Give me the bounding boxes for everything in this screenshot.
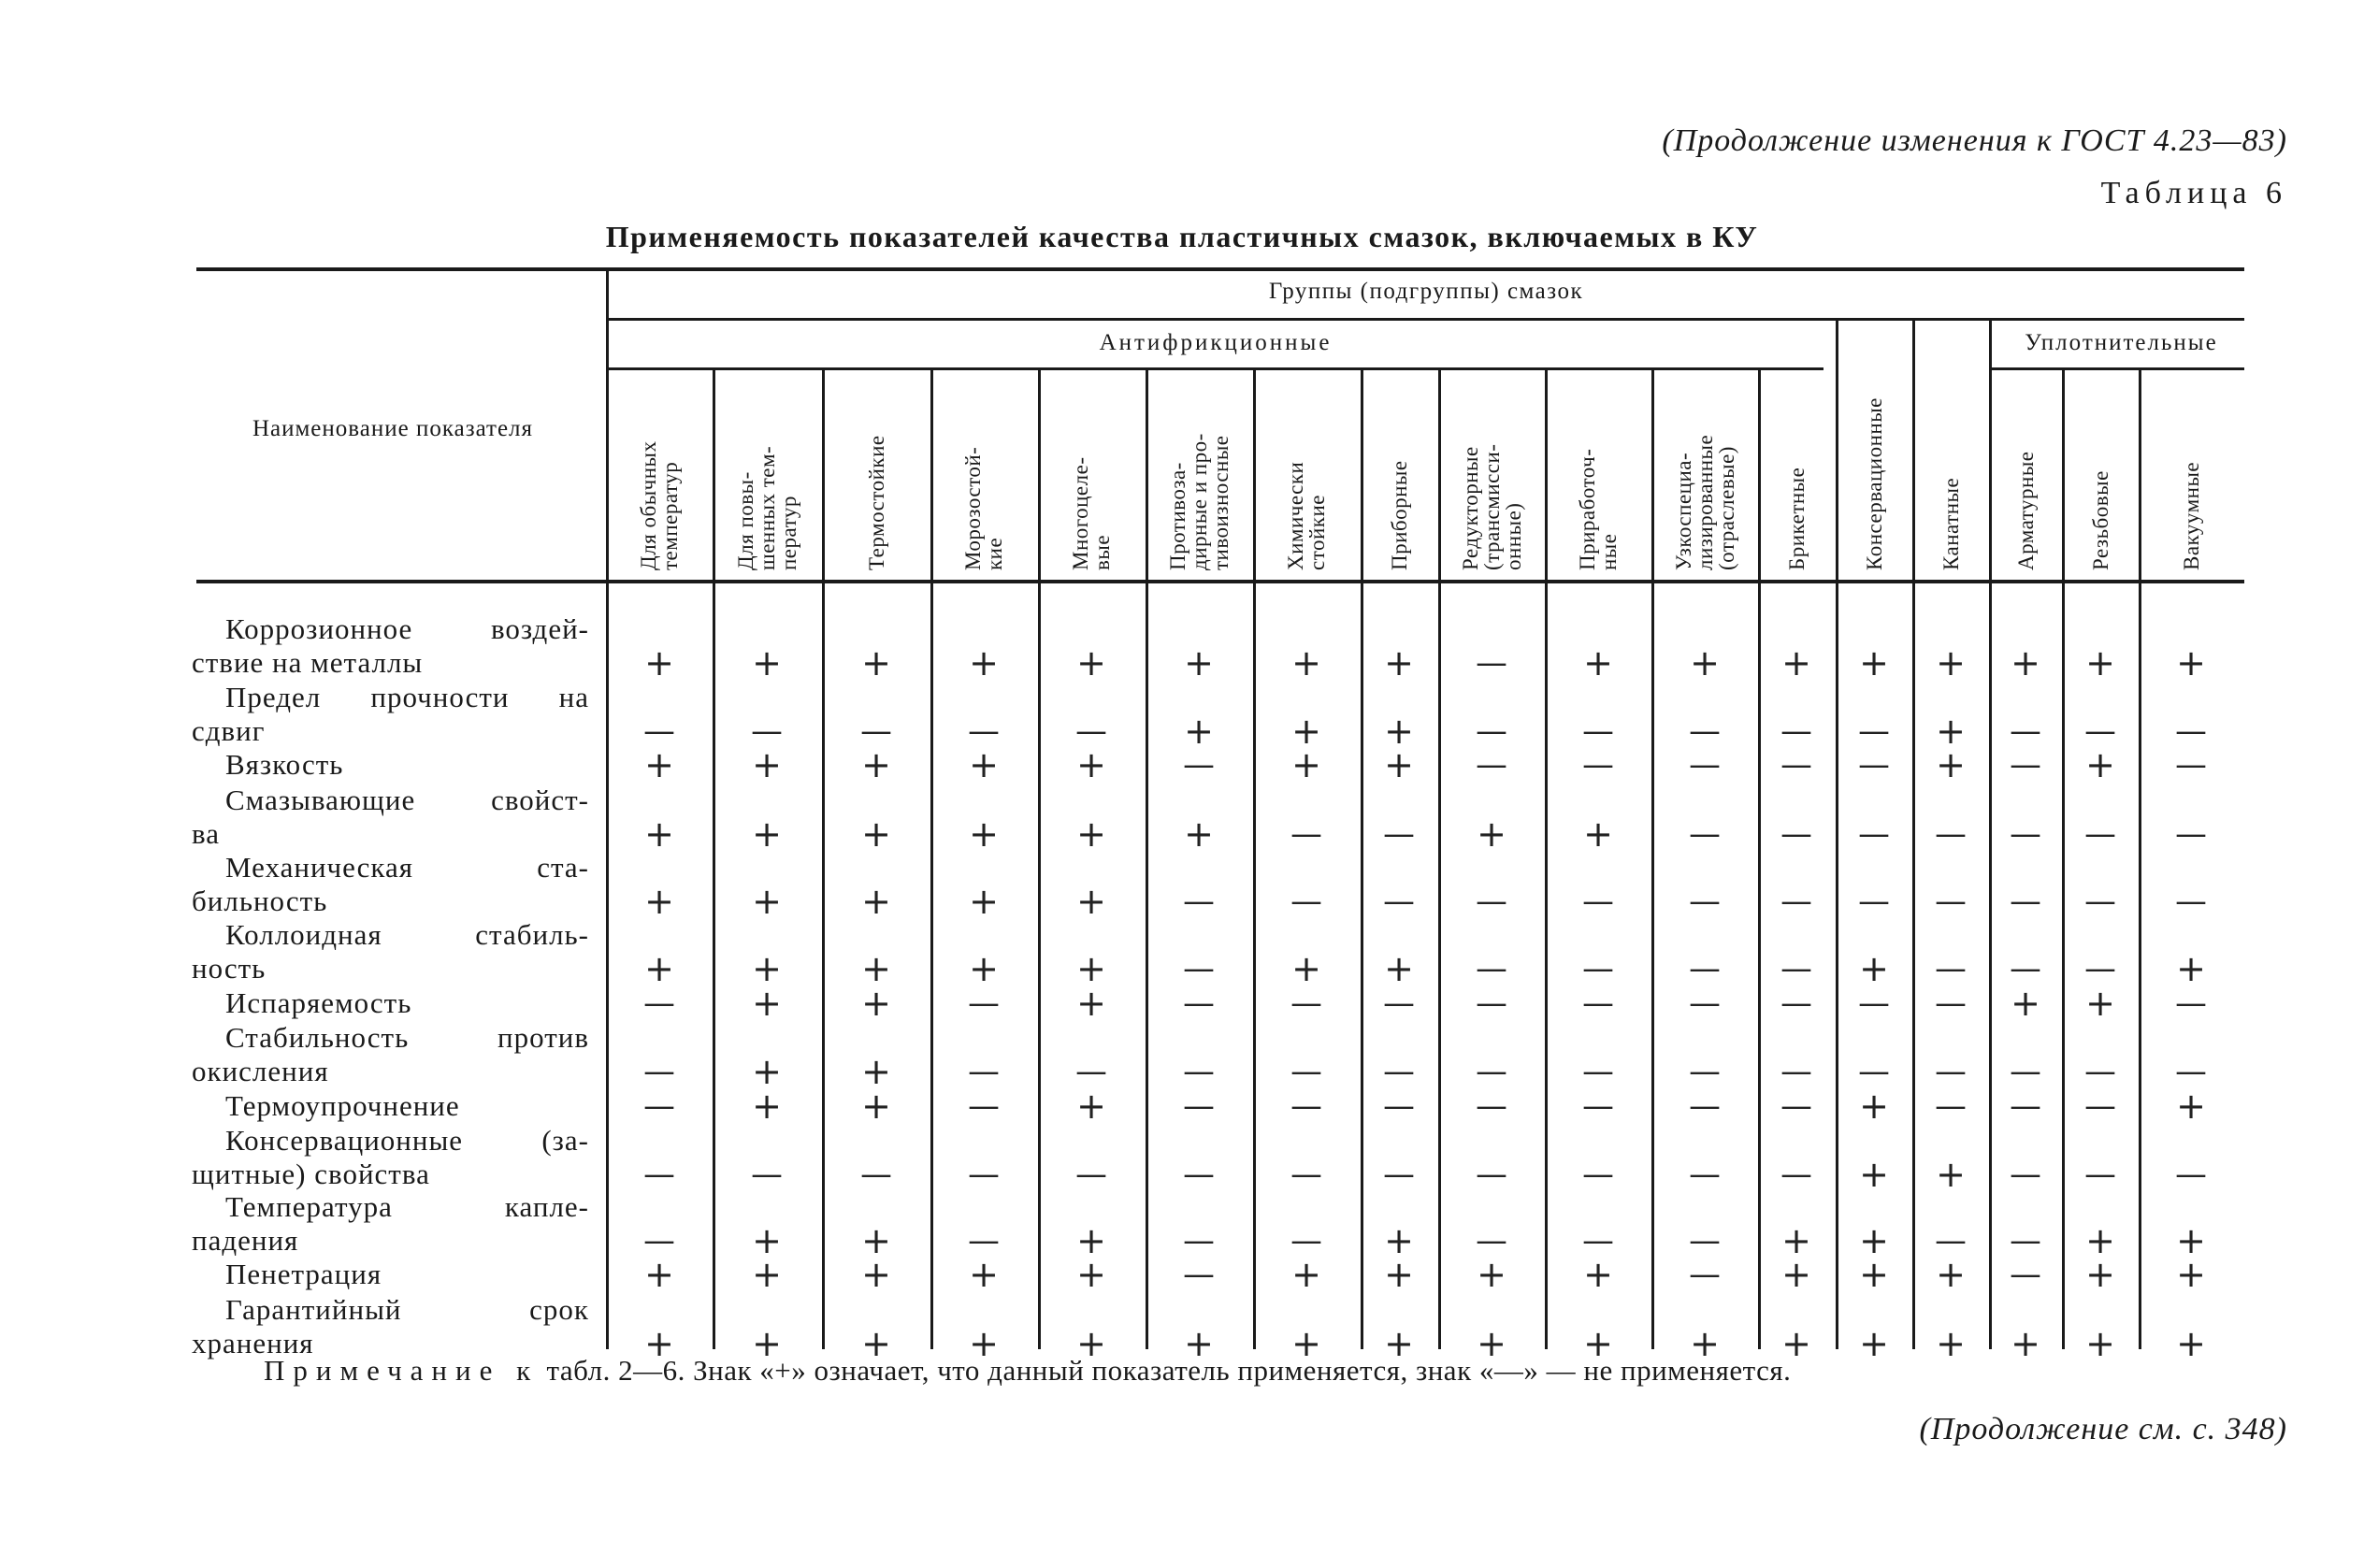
row-label-line: Пенетрация [225,1258,382,1290]
row-label-line: сдвиг [192,714,266,747]
row-label [192,1124,589,1191]
applies-mark: + [1384,1254,1414,1295]
antifriction-header: Антифрикционные [1099,330,1333,355]
not-applies-mark: — [968,1222,1000,1259]
applies-mark: + [1936,744,1966,785]
applies-mark: + [1076,948,1106,989]
applies-mark: + [1781,642,1811,683]
table-number: Таблица 6 [2100,176,2287,210]
applies-mark: + [1184,1323,1214,1364]
applies-mark: + [2011,983,2040,1024]
not-applies-mark: — [1183,1053,1215,1090]
applies-mark: + [1936,1154,1966,1195]
applies-mark: + [752,1323,782,1364]
not-applies-mark: — [1780,950,1812,987]
not-applies-mark: — [1689,1256,1721,1293]
applies-mark: + [2011,1323,2040,1364]
not-applies-mark: — [1689,883,1721,920]
applies-mark: + [752,642,782,683]
applies-mark: + [2176,1086,2206,1127]
row-label-line: Стабильность против [225,1021,589,1054]
not-applies-mark: — [1183,985,1215,1022]
column-header-label: Химически стойкие [1284,461,1329,570]
applies-mark: + [752,1051,782,1092]
not-applies-mark: — [1183,1222,1215,1259]
applies-mark: + [1690,1323,1720,1364]
not-applies-mark: — [1780,1156,1812,1193]
row-label-line: Температура капле- [225,1190,589,1223]
not-applies-mark: — [1689,950,1721,987]
not-applies-mark: — [643,1053,675,1090]
row-label-line: падения [192,1224,299,1257]
applies-mark: + [1076,983,1106,1024]
applies-mark: + [861,881,891,922]
not-applies-mark: — [1476,712,1507,750]
applies-mark: + [1859,1220,1889,1261]
not-applies-mark: — [1476,950,1507,987]
row-label-line: Механическая ста- [225,851,589,884]
not-applies-mark: — [1689,712,1721,750]
row-label-line: Термоупрочнение [225,1089,460,1122]
applies-mark: + [969,1323,999,1364]
column-header-label: Приборные [1387,460,1411,570]
groups-header: Группы (подгруппы) смазок [1268,279,1584,304]
applies-mark: + [644,813,674,855]
not-applies-mark: — [1582,985,1614,1022]
not-applies-mark: — [1383,883,1415,920]
applies-mark: + [644,642,674,683]
not-applies-mark: — [2084,1156,2116,1193]
applies-mark: + [969,813,999,855]
applies-mark: + [1384,744,1414,785]
row-label [192,1258,589,1291]
row-label [192,612,589,680]
not-applies-mark: — [2010,1222,2041,1259]
applies-mark: + [752,983,782,1024]
not-applies-mark: — [1858,712,1890,750]
row-label-line: Коллоидная стабиль- [225,918,589,951]
applies-mark: + [1076,813,1106,855]
not-applies-mark: — [1935,1222,1967,1259]
not-applies-mark: — [1183,1087,1215,1125]
not-applies-mark: — [1689,1053,1721,1090]
applies-mark: + [861,1323,891,1364]
not-applies-mark: — [1290,985,1322,1022]
applies-mark: + [644,948,674,989]
row-label [192,748,589,782]
applies-mark: + [644,881,674,922]
not-applies-mark: — [1689,1156,1721,1193]
not-applies-mark: — [643,985,675,1022]
not-applies-mark: — [643,1087,675,1125]
applies-mark: + [644,1323,674,1364]
applies-mark: + [1076,642,1106,683]
applies-mark: + [1291,711,1321,752]
row-label [192,851,589,918]
not-applies-mark: — [751,712,783,750]
not-applies-mark: — [1476,985,1507,1022]
column-header-label: Узкоспециа- лизированные (отраслевые) [1671,434,1738,570]
applies-mark: + [861,983,891,1024]
not-applies-mark: — [1383,985,1415,1022]
not-applies-mark: — [1075,712,1107,750]
not-applies-mark: — [1935,815,1967,853]
not-applies-mark: — [2084,950,2116,987]
not-applies-mark: — [1075,1053,1107,1090]
not-applies-mark: — [1290,1156,1322,1193]
column-header-label: Многоцеле- вые [1069,456,1114,570]
not-applies-mark: — [1858,746,1890,784]
applies-mark: + [861,948,891,989]
row-label-line: щитные) свойства [192,1158,430,1190]
applies-mark: + [1291,1323,1321,1364]
column-header-label: Для обычных температур [637,440,682,570]
not-applies-mark: — [2010,950,2041,987]
not-applies-mark: — [2084,883,2116,920]
applies-mark: + [1583,813,1613,855]
row-label-line: Испаряемость [225,986,412,1019]
not-applies-mark: — [1780,815,1812,853]
column-header-label: Противоза- дирные и про- тивоизносные [1165,433,1232,570]
row-label [192,918,589,985]
not-applies-mark: — [1689,1222,1721,1259]
not-applies-mark: — [1476,1087,1507,1125]
applies-mark: + [2085,1323,2115,1364]
not-applies-mark: — [1476,883,1507,920]
row-label [192,1190,589,1258]
not-applies-mark: — [1183,883,1215,920]
not-applies-mark: — [2084,1087,2116,1125]
not-applies-mark: — [2010,1053,2041,1090]
applies-mark: + [1184,642,1214,683]
applies-mark: + [969,881,999,922]
column-header-name: Наименование показателя [252,416,534,441]
not-applies-mark: — [2175,746,2207,784]
column-header-label: Приработоч- ные [1576,448,1621,570]
applies-mark: + [1291,642,1321,683]
not-applies-mark: — [1780,985,1812,1022]
applies-mark: + [1076,1220,1106,1261]
row-label [192,784,589,851]
not-applies-mark: — [2010,746,2041,784]
not-applies-mark: — [1476,1053,1507,1090]
not-applies-mark: — [1290,883,1322,920]
applies-mark: + [969,642,999,683]
applies-mark: + [2085,642,2115,683]
not-applies-mark: — [1476,746,1507,784]
row-label-line: ва [192,817,220,850]
not-applies-mark: — [1689,746,1721,784]
not-applies-mark: — [1075,1156,1107,1193]
applies-mark: + [1859,1086,1889,1127]
row-label-line: окисления [192,1055,329,1087]
not-applies-mark: — [1935,1087,1967,1125]
applies-mark: + [1384,1220,1414,1261]
applies-mark: + [1076,1323,1106,1364]
not-applies-mark: — [1290,1222,1322,1259]
not-applies-mark: — [1780,712,1812,750]
applies-mark: + [1477,1254,1506,1295]
not-applies-mark: — [2010,712,2041,750]
not-applies-mark: — [2175,815,2207,853]
not-applies-mark: — [2084,712,2116,750]
row-label [192,986,589,1020]
applies-mark: + [1690,642,1720,683]
row-label [192,1089,589,1123]
not-applies-mark: — [1383,1156,1415,1193]
applies-mark: + [1184,711,1214,752]
not-applies-mark: — [2010,1256,2041,1293]
not-applies-mark: — [1383,815,1415,853]
not-applies-mark: — [1780,1053,1812,1090]
column-header-label: Брикетные [1784,467,1809,570]
not-applies-mark: — [1476,1156,1507,1193]
applies-mark: + [1583,1323,1613,1364]
continuation-header: (Продолжение изменения к ГОСТ 4.23—83) [1662,123,2287,158]
applies-mark: + [1477,813,1506,855]
applies-mark: + [1291,744,1321,785]
not-applies-mark: — [1858,883,1890,920]
not-applies-mark: — [1858,985,1890,1022]
not-applies-mark: — [1582,746,1614,784]
not-applies-mark: — [968,1087,1000,1125]
continuation-footer: (Продолжение см. с. 348) [1919,1412,2287,1446]
not-applies-mark: — [2084,1053,2116,1090]
table-title: Применяемость показателей качества пластичных смазок, включаемых в КУ [605,220,1759,253]
not-applies-mark: — [2010,815,2041,853]
not-applies-mark: — [860,712,892,750]
applies-mark: + [1936,642,1966,683]
not-applies-mark: — [1582,1156,1614,1193]
applies-mark: + [1384,1323,1414,1364]
not-applies-mark: — [1183,746,1215,784]
applies-mark: + [644,1254,674,1295]
note-text: табл. 2—6. Знак «+» означает, что данный показатель применяется, знак «—» — не применяется. [546,1354,1792,1387]
applies-mark: + [1859,1323,1889,1364]
not-applies-mark: — [1183,1256,1215,1293]
not-applies-mark: — [1582,883,1614,920]
column-header-label: Вакуумные [2179,461,2203,570]
applies-mark: + [2011,642,2040,683]
applies-mark: + [644,744,674,785]
not-applies-mark: — [968,1053,1000,1090]
applies-mark: + [861,1254,891,1295]
applies-mark: + [752,1220,782,1261]
column-header-label: Арматурные [2013,451,2038,570]
not-applies-mark: — [968,1156,1000,1193]
applies-mark: + [1477,1323,1506,1364]
column-header-label: Резьбовые [2088,470,2112,570]
row-label-line: хранения [192,1327,314,1359]
applies-mark: + [752,744,782,785]
not-applies-mark: — [1183,950,1215,987]
row-label [192,1293,589,1360]
applies-mark: + [861,1220,891,1261]
sealing-header: Уплотнительные [2025,330,2218,355]
not-applies-mark: — [1858,815,1890,853]
column-header-label: Для повы- шенных тем- ператур [733,445,800,570]
row-label-line: Смазывающие свойст- [225,784,589,816]
applies-mark: + [2176,1323,2206,1364]
applies-mark: + [1291,948,1321,989]
not-applies-mark: — [1780,1087,1812,1125]
not-applies-mark: — [2175,712,2207,750]
applies-mark: + [969,744,999,785]
not-applies-mark: — [1689,985,1721,1022]
row-label-line: Предел прочности на [225,681,589,713]
applies-mark: + [1384,948,1414,989]
applies-mark: + [861,1051,891,1092]
row-label-line: Консервационные (за- [225,1124,589,1157]
not-applies-mark: — [1935,950,1967,987]
not-applies-mark: — [2175,1156,2207,1193]
applies-mark: + [1076,1254,1106,1295]
row-label [192,1021,589,1088]
not-applies-mark: — [968,985,1000,1022]
column-header-label: Термостойкие [864,435,888,570]
not-applies-mark: — [1780,883,1812,920]
not-applies-mark: — [1476,644,1507,682]
not-applies-mark: — [1476,1222,1507,1259]
not-applies-mark: — [2010,883,2041,920]
not-applies-mark: — [1183,1156,1215,1193]
applies-mark: + [1781,1254,1811,1295]
applies-mark: + [1936,711,1966,752]
not-applies-mark: — [2175,985,2207,1022]
table-note [264,1354,1791,1388]
applies-mark: + [969,948,999,989]
row-label-line: бильность [192,885,328,917]
not-applies-mark: — [1290,1087,1322,1125]
row-label-line: Коррозионное воздей- [225,612,589,645]
not-applies-mark: — [1383,1053,1415,1090]
applies-mark: + [1936,1254,1966,1295]
not-applies-mark: — [1935,1053,1967,1090]
applies-mark: + [752,881,782,922]
column-header-label: Консервационные [1862,397,1886,570]
row-label-line: ствие на металлы [192,646,424,679]
applies-mark: + [1583,1254,1613,1295]
applies-mark: + [752,1254,782,1295]
not-applies-mark: — [1582,1053,1614,1090]
applies-mark: + [1583,642,1613,683]
applies-mark: + [1859,1154,1889,1195]
applies-mark: + [1184,813,1214,855]
applies-mark: + [2176,1254,2206,1295]
applies-mark: + [861,744,891,785]
applies-mark: + [1076,1086,1106,1127]
column-header-label: Морозостой- кие [961,446,1006,570]
applies-mark: + [861,1086,891,1127]
not-applies-mark: — [1935,883,1967,920]
not-applies-mark: — [1689,815,1721,853]
not-applies-mark: — [1290,815,1322,853]
applies-mark: + [1936,1323,1966,1364]
row-label [192,681,589,748]
applies-mark: + [2176,642,2206,683]
applies-mark: + [2176,1220,2206,1261]
row-label-line: ность [192,952,267,985]
not-applies-mark: — [860,1156,892,1193]
applies-mark: + [1384,642,1414,683]
applies-mark: + [861,642,891,683]
not-applies-mark: — [643,1156,675,1193]
applies-mark: + [2085,983,2115,1024]
applies-mark: + [1291,1254,1321,1295]
not-applies-mark: — [1582,712,1614,750]
not-applies-mark: — [1780,746,1812,784]
not-applies-mark: — [2175,883,2207,920]
column-header-label: Редукторные (трансмисси- онные) [1458,443,1525,570]
applies-mark: + [1859,642,1889,683]
applies-mark: + [1076,881,1106,922]
not-applies-mark: — [751,1156,783,1193]
applies-mark: + [1781,1220,1811,1261]
not-applies-mark: — [1290,1053,1322,1090]
not-applies-mark: — [2084,815,2116,853]
not-applies-mark: — [968,712,1000,750]
not-applies-mark: — [1858,1053,1890,1090]
not-applies-mark: — [1383,1087,1415,1125]
applies-mark: + [1384,711,1414,752]
applies-mark: + [1076,744,1106,785]
row-label-line: Вязкость [225,748,344,781]
not-applies-mark: — [1689,1087,1721,1125]
applies-mark: + [1781,1323,1811,1364]
not-applies-mark: — [1935,985,1967,1022]
applies-mark: + [1859,1254,1889,1295]
applies-mark: + [752,1086,782,1127]
not-applies-mark: — [1582,1222,1614,1259]
not-applies-mark: — [643,1222,675,1259]
not-applies-mark: — [1582,1087,1614,1125]
applies-mark: + [752,948,782,989]
applies-mark: + [2085,1220,2115,1261]
applies-mark: + [1859,948,1889,989]
not-applies-mark: — [1582,950,1614,987]
column-header-label: Канатные [1939,477,1963,570]
not-applies-mark: — [643,712,675,750]
not-applies-mark: — [2010,1156,2041,1193]
applies-mark: + [969,1254,999,1295]
applies-mark: + [861,813,891,855]
not-applies-mark: — [2175,1053,2207,1090]
applies-mark: + [752,813,782,855]
applies-mark: + [2085,1254,2115,1295]
not-applies-mark: — [2010,1087,2041,1125]
applies-mark: + [2176,948,2206,989]
note-word: Примечание к [264,1354,540,1387]
applies-mark: + [2085,744,2115,785]
row-label-line: Гарантийный срок [225,1293,589,1326]
